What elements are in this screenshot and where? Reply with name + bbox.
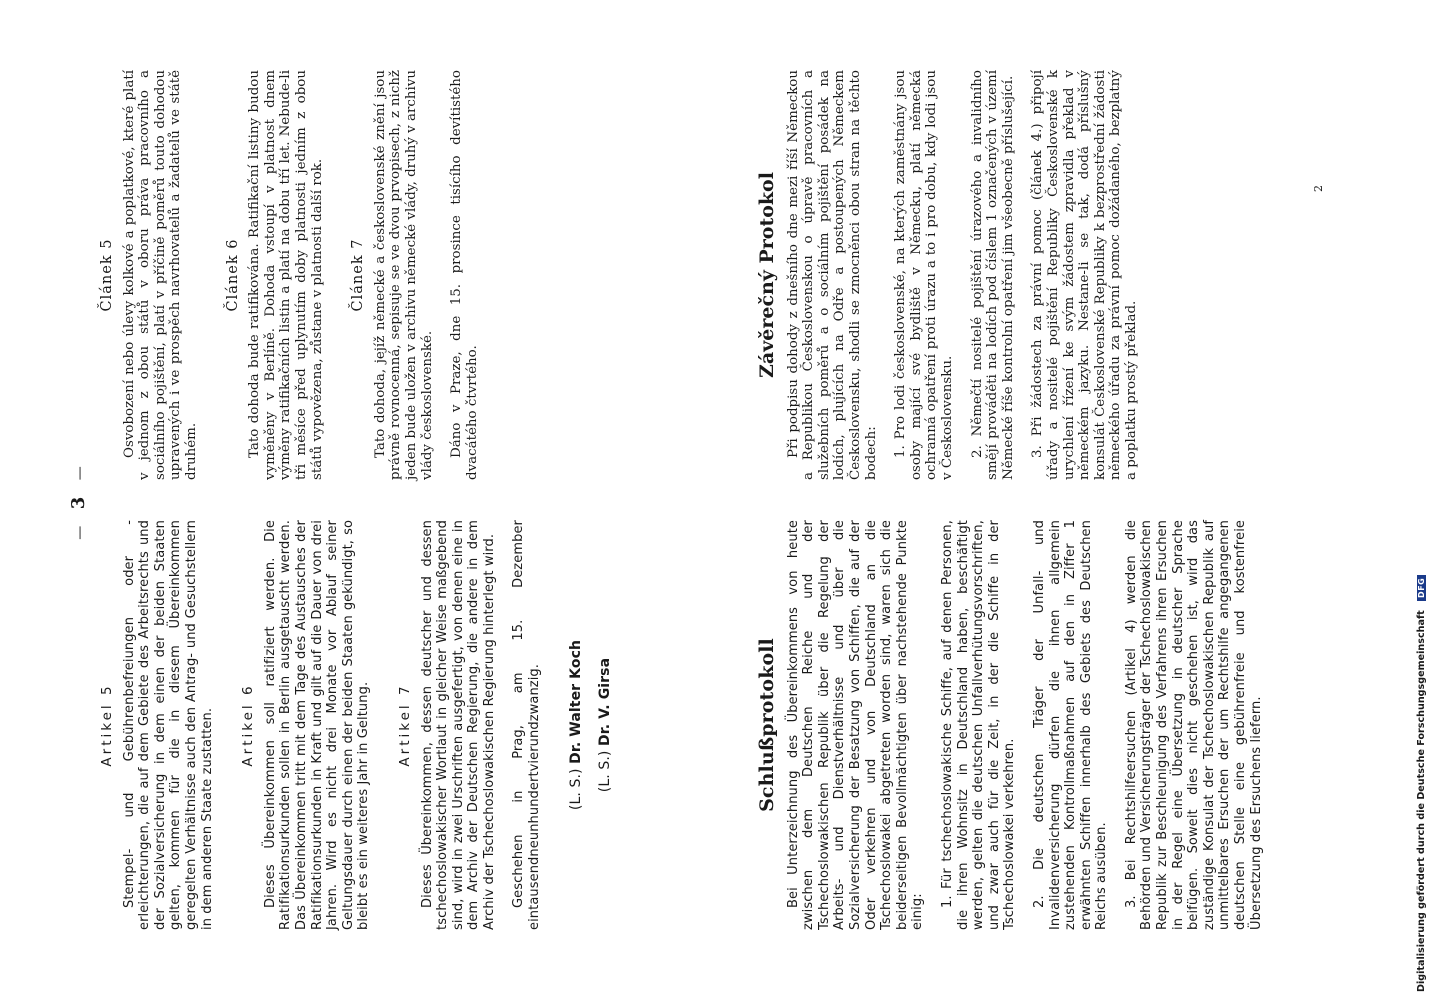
bottom-page-number: 2 [1312, 185, 1325, 192]
done-text-de: Geschehen in Prag, am 15. Dezember eintausendneunhundertvierundzwanzig. [511, 520, 543, 930]
credit-text: Digitalisierung gefördert durch die Deutsche Forschungsgemeinschaft [1416, 610, 1427, 992]
protocol-point-1-cz: 1. Pro lodi československé, na kterých zaměstnány jsou osoby mající své bydliště v Německu, platí německá ochranná opatření proti úrazu a to i pro dobu, kdy lodi jsou v Československu. [893, 70, 955, 480]
protocol-point-2-cz: 2. Němečtí nositelé pojištění úrazového a invalidního smějí prováděti na lodích pod číslem 1 označených v území Německé říše kontrolní opatření jim všeobecně příslušející. [969, 70, 1016, 480]
article-7-text-cz: Tato dohoda, jejíž německé a československé znění jsou právně rovnocenná, sepisuje se ve dvou prvopisech, z nichž jeden bude uložen v archivu německé vlády, druhý v archivu vlády československé. [372, 70, 435, 480]
article-7-heading-cz: Článek 7 [350, 238, 367, 312]
signature-koch: (L. S.) Dr. Walter Koch [567, 639, 584, 811]
protocol-point-3-de: 3. Bei Rechtshilfeersuchen (Artikel 4) werden die Behörden und Versicherungsträger der Tschechoslowakischen Republik zur Beschleunigung des Verfahrens ihren Ersuchen in der Regel eine Übersetzung in deutscher Sprache beifügen. Soweit dies nicht geschehen ist, wird das zuständige Konsulat der Tschechoslowakischen Republik auf unmittelbares Ersuchen der um Rechtshilfe angegangenen deutschen Stelle eine gebührenfreie und kostenfreie Übersetzung des Ersuchens liefern. [1123, 520, 1264, 930]
protocol-point-3-cz: 3. Při žádostech za právní pomoc (článek 4.) připojí úřady a nositelé pojištění Republiky Československé k urychlení řízení ke svým žádostem zpravidla překlad v německém jazyku. Nestane-li se tak, dodá příslušný konsulát Československé Republiky k bezprostřední žádosti německého úřadu za právní pomoc dožádaného, bezplatný a poplatku prostý překlad. [1030, 70, 1139, 480]
czech-articles-column [100, 70, 480, 480]
article-5-heading-cz: Článek 5 [99, 238, 115, 312]
protocol-title-cz: Závěrečný Protokol [756, 172, 778, 378]
protocol-point-2-de: 2. Die deutschen Träger der Unfall- und Invalidenversicherung dürfen die ihnen allgemein zustehenden Kontrollmaßnahmen auf den in Ziffer 1 erwähnten Schiffen innerhalb des Gebiets des Deutschen Reichs ausüben. [1031, 520, 1110, 930]
protocol-intro-de: Bei Unterzeichnung des Übereinkommens von heute zwischen dem Deutschen Reiche und der Tschechoslowakischen Republik über die Regelung der Arbeits- und Dienstverhältnisse und über die Sozialversicherung der Besatzung von Schiffen, die auf der Oder verkehren und von Deutschland an die Tschechoslowakei abgetreten worden sind, waren sich die beiderseitigen Bevollmächtigten über nachstehende Punkte einig: [785, 520, 926, 930]
article-7-heading-de: Artikel 7 [396, 683, 413, 767]
signature-girsa: (L. S.) Dr. V. Girsa [597, 657, 614, 793]
article-5-text-de: Stempel- und Gebührenbefreiungen oder -erleichterungen, die auf dem Gebiete des Arbeitsrechts und der Sozialversicherung in dem einen der beiden Staaten gelten, kommen für die in diesem Übereinkommen geregelten Verhältnisse auch den Antrag- und Gesuchstellern in dem anderen Staate zustatten. [121, 520, 215, 930]
done-text-cz: Dáno v Praze, dne 15. prosince tisícího devítistého dvacátého čtvrtého. [449, 70, 480, 480]
protocol-point-1-de: 1. Für tschechoslowakische Schiffe, auf denen Personen, die ihren Wohnsitz in Deutschland haben, beschäftigt werden, gelten die deutschen Unfallverhütungsvorschriften, und zwar auch für die Zeit, in der die Schiffe in der Tschechoslowakei verkehren. [939, 520, 1018, 930]
page-number-value: 3 [68, 490, 89, 510]
dfg-logo-icon: DFG [1417, 575, 1426, 601]
article-6-text-de: Dieses Übereinkommen soll ratifiziert werden. Die Ratifikationsurkunden sollen in Berlin ausgetauscht werden. Das Übereinkommen tritt mit dem Tage des Austausches der Ratifikationsurkunden in Kraft und gilt auf die Dauer von drei Jahren. Wird es nicht drei Monate vor Ablauf seiner Geltungsdauer durch einen der beiden Staaten gekündigt, so bleibt es ein weiteres Jahr in Geltung. [262, 520, 372, 930]
article-6-heading-de: Artikel 6 [240, 683, 257, 767]
article-6-text-cz: Tato dohoda bude ratifikována. Ratifikační listiny budou vyměněny v Berlíně. Dohoda vstoupí v platnost dnem výměny ratifikačních listin a platí na dobu tří let. Nebude-li tři měsíce před uplynutím doby platnosti jedním z obou států vypovězena, zůstane v platnosti další rok. [247, 70, 325, 480]
article-7-text-de: Dieses Übereinkommen, dessen deutscher und dessen tschechoslowakischer Wortlaut in gleicher Weise maßgebend sind, wird in zwei Urschriften ausgefertigt, von denen eine in dem Archiv der Deutschen Regierung, die andere in dem Archiv der Tschechoslowakischen Regierung hinterlegt wird. [419, 520, 497, 930]
german-protocol-column [756, 520, 1264, 930]
page-number: — 3 — [68, 460, 89, 540]
protocol-title-de: Schlußprotokoll [756, 638, 778, 812]
protocol-intro-cz: Při podpisu dohody z dnešního dne mezi říší Německou a Republikou Československou o úpravě pracovních a služebních poměrů a o sociálním pojištění posádek na lodích, plujících na Odře a postoupených Německem Československu, shodli se zmocněnci obou stran na těchto bodech: [785, 70, 879, 480]
german-articles-column [100, 520, 614, 930]
article-6-heading-cz: Článek 6 [224, 238, 241, 312]
czech-protocol-column [756, 70, 1139, 480]
article-5-text-cz: Osvobození nebo úlevy kolkové a poplatkové, které platí v jednom z obou států v oboru práva pracovního a sociálního pojištění, platí v příčině poměrů touto dohodou upravených i ve prospěch navrhovatelů a žadatelů ve státě druhém. [121, 70, 199, 480]
digitization-credit [1416, 12, 1427, 992]
article-5-heading-de: Artikel 5 [99, 683, 115, 767]
